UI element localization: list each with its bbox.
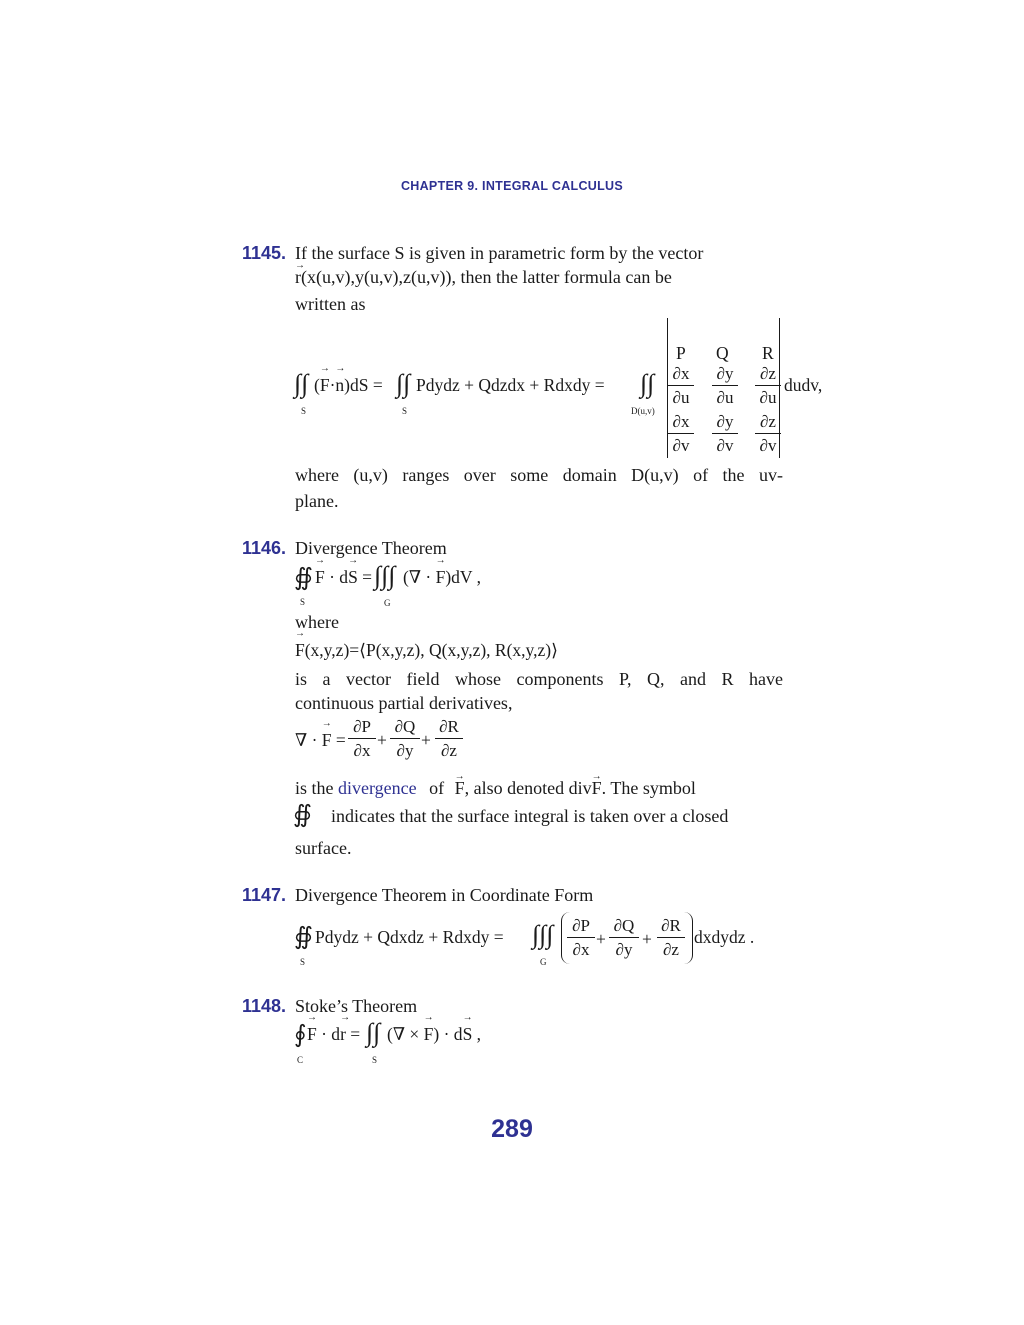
formula-1145-mid: Pdydz + Qdzdx + Rdxdy = (416, 375, 605, 395)
closed-surface-integral-symbol: ∯ (293, 802, 312, 828)
vector-r: → r (295, 265, 301, 290)
item-1146-div-line (295, 776, 696, 801)
dR-dz: ∂R ∂z (435, 716, 463, 761)
double-integral-symbol: ∫∫ (294, 369, 309, 398)
formula-1147-lhs: Pdydz + Qdxdz + Rdxdy = (315, 927, 504, 947)
det-R: R (762, 343, 774, 363)
double-integral-symbol: ∫∫ (366, 1018, 381, 1047)
dR-dz: ∂R ∂z (657, 915, 685, 960)
item-1145-line2: → r(x(u,v),y(u,v),z(u,v)), then the latter formula can be (295, 265, 672, 290)
triple-integral-symbol: ∫∫∫ (374, 561, 396, 590)
item-1146-surface: surface. (295, 838, 352, 858)
right-paren (684, 912, 693, 964)
det-dx-du: ∂x ∂u (668, 363, 694, 408)
double-integral-symbol: ∫∫ (396, 369, 411, 398)
div-text-pre: is the (295, 778, 334, 798)
dQ-dy: ∂Q ∂y (390, 716, 420, 761)
formula-1146-lhs: → F · d→ S = (315, 567, 372, 588)
div-text-end: . The symbol (601, 778, 696, 798)
item-1147-title: Divergence Theorem in Coordinate Form (295, 885, 594, 905)
item-number-1145: 1145. (242, 243, 287, 263)
integral-subscript: S (372, 1055, 378, 1065)
item-1145-where: where (u,v) ranges over some domain D(u,v) of the uv- (295, 465, 783, 485)
plus: + (642, 929, 652, 949)
divergence-link[interactable]: divergence (338, 778, 417, 798)
integral-subscript: S (300, 597, 306, 607)
item-1146-desc2: continuous partial derivatives, (295, 693, 513, 713)
formula-1148-lhs: → F · d→ r = (307, 1024, 360, 1045)
item-1145-line1: If the surface S is given in parametric form by the vector (295, 243, 704, 263)
integral-subscript: S (301, 406, 307, 416)
vector-F: → F (592, 776, 602, 801)
div-def-lhs: ∇ · → F = (295, 730, 346, 751)
det-dx-dv: ∂x ∂v (668, 411, 694, 456)
det-P: P (676, 343, 686, 363)
integral-subscript: D(u,v) (631, 406, 655, 416)
plus: + (421, 730, 431, 750)
integral-subscript: S (402, 406, 408, 416)
div-text-mid: of (429, 778, 445, 798)
formula-1148-rhs: (∇ × → F) · d→ S , (387, 1024, 481, 1045)
closed-surface-integral-symbol: ∯ (294, 924, 313, 950)
triple-integral-symbol: ∫∫∫ (532, 920, 554, 949)
vector-F: → F (455, 776, 465, 801)
item-1146-title: Divergence Theorem (295, 538, 447, 558)
integral-subscript: G (384, 598, 391, 608)
dP-dx: ∂P ∂x (567, 915, 595, 960)
closed-surface-integral-symbol: ∯ (294, 565, 313, 591)
double-integral-symbol: ∫∫ (640, 369, 655, 398)
det-dz-dv: ∂z ∂v (755, 411, 781, 456)
det-dy-dv: ∂y ∂v (712, 411, 738, 456)
line-integral-symbol: ∮ (294, 1022, 307, 1048)
formula-1146-field: → F(x,y,z)=⟨P(x,y,z), Q(x,y,z), R(x,y,z)⟩ (295, 640, 558, 661)
item-1146-indicates: indicates that the surface integral is taken over a closed (331, 806, 729, 826)
item-number-1146: 1146. (242, 538, 287, 558)
det-dz-du: ∂z ∂u (755, 363, 781, 408)
det-dy-du: ∂y ∂u (712, 363, 738, 408)
item-1146-desc1: is a vector field whose components P, Q, and R have (295, 669, 783, 689)
integral-subscript: C (297, 1055, 304, 1065)
item-1146-where: where (295, 612, 339, 632)
dQ-dy: ∂Q ∂y (609, 915, 639, 960)
formula-1147-tail: dxdydz . (694, 927, 755, 947)
formula-1145-lhs: (→ F·→ n)dS = (314, 375, 383, 396)
chapter-header: CHAPTER 9. INTEGRAL CALCULUS (400, 179, 624, 193)
integral-subscript: S (300, 957, 306, 967)
integral-subscript: G (540, 957, 547, 967)
item-1148-title: Stoke’s Theorem (295, 996, 418, 1016)
item-1145-line2-suffix: , then the latter formula can be (451, 267, 672, 287)
item-number-1148: 1148. (242, 996, 287, 1016)
plus: + (377, 730, 387, 750)
formula-1145-tail: dudv, (784, 375, 823, 395)
det-Q: Q (716, 343, 729, 363)
item-1145-line3: written as (295, 294, 366, 314)
item-number-1147: 1147. (242, 885, 287, 905)
plus: + (596, 929, 606, 949)
formula-1146-rhs: (∇ · → F)dV , (403, 567, 481, 588)
dP-dx: ∂P ∂x (348, 716, 376, 761)
item-1145-where-cont: plane. (295, 491, 339, 511)
page-number: 289 (491, 1115, 533, 1143)
div-text-post: , also denoted div (464, 778, 592, 798)
